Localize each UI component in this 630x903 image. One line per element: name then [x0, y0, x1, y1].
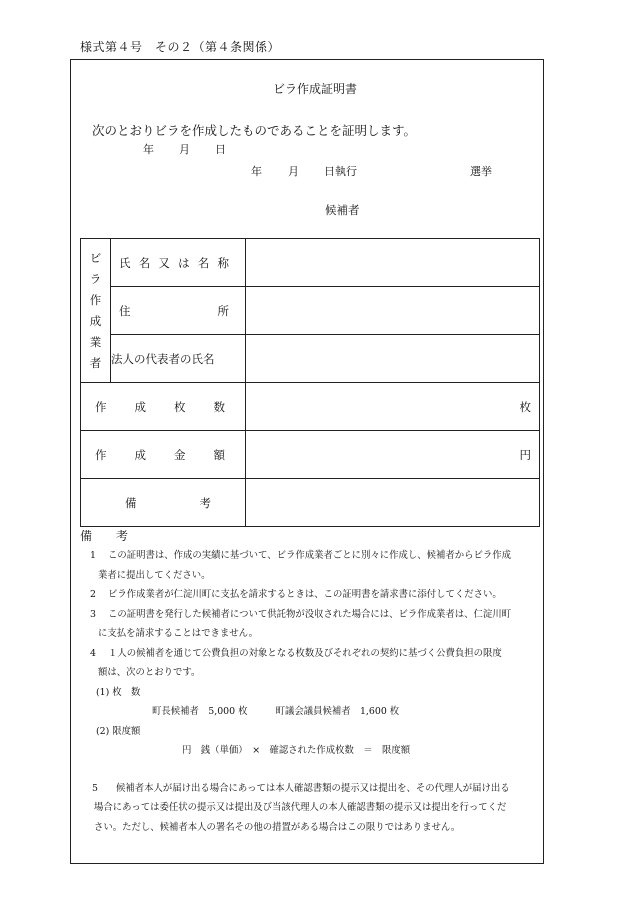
form-number-note: 様式第４号 その２（第４条関係）: [80, 40, 281, 54]
issue-date-month-label: 月: [179, 143, 190, 156]
maker-name-label: 氏 名 又 は 名 称: [111, 239, 246, 287]
certification-statement: 次のとおりビラを作成したものであることを証明します。: [92, 123, 417, 138]
election-date-year-label: 年: [251, 165, 262, 178]
note-2: 2 ビラ作成業者が仁淀川町に支払を請求するときは、この証明書を請求書に添付してください。: [90, 589, 502, 600]
election-date-day-label: 日執行: [324, 165, 357, 178]
notes-section: [80, 546, 542, 837]
document-title: ビラ作成証明書: [272, 82, 357, 96]
production-amount-field[interactable]: [246, 431, 540, 479]
flyer-production-table: [80, 238, 540, 527]
note-3: 3 この証明書を発行した候補者について供託物が没収された場合には、ビラ作成業者は、仁淀川町 に支払を請求することはできません。: [90, 608, 511, 639]
production-count-label: 作 成 枚 数: [81, 383, 246, 431]
note-5: 5 候補者本人が届け出る場合にあっては本人確認書類の提示又は提出を、その代理人が届け出る 場合にあっては委任状の提示又は提出及び当該代理人の本人確認書類の提示又は提出を行ってくだ さい。ただし、候補者本人の署名その他の措置がある場合はこの限りではありません。: [92, 782, 510, 833]
remarks-field[interactable]: [246, 479, 540, 527]
amount-unit: 円: [519, 447, 531, 462]
representative-name-label: 法人の代表者の氏名: [111, 335, 246, 383]
note-4: 4 １人の候補者を通じて公費負担の対象となる枚数及びそれぞれの契約に基づく公費負担の限度 額は、次のとおりです。 (1) 枚 数 町長候補者 5,000 枚 町議会議員候補者 1,600 枚 (2) 限度額 円 銭（単価） × 確認された作成枚数 ＝ 限度額: [80, 644, 542, 761]
issue-date-day-label: 日: [215, 143, 226, 156]
election-date-month-label: 月: [288, 165, 299, 178]
production-count-field[interactable]: [246, 383, 540, 431]
election-name-label: 選挙: [470, 165, 492, 178]
note-4-limit-formula: 円 銭（単価） × 確認された作成枚数 ＝ 限度額: [182, 745, 411, 756]
flyer-maker-vertical-label: ビ ラ 作 成 業 者: [81, 239, 111, 383]
note-4-sheet-count-heading: (1) 枚 数: [96, 686, 141, 698]
count-unit: 枚: [519, 399, 531, 414]
note-4-sheet-count-detail: 町長候補者 5,000 枚 町議会議員候補者 1,600 枚: [152, 706, 400, 717]
maker-address-field[interactable]: [246, 287, 540, 335]
representative-name-field[interactable]: [246, 335, 540, 383]
issue-date-year-label: 年: [143, 143, 154, 156]
note-1: 1 この証明書は、作成の実績に基づいて、ビラ作成業者ごとに別々に作成し、候補者からビラ作成 業者に提出してください。: [90, 550, 511, 581]
note-4-limit-heading: (2) 限度額: [96, 725, 141, 737]
maker-name-field[interactable]: [246, 239, 540, 287]
maker-address-label: 住 所: [111, 287, 246, 335]
candidate-label: 候補者: [325, 203, 360, 217]
notes-heading: 備 考: [80, 529, 135, 543]
remarks-label: 備 考: [81, 479, 246, 527]
production-amount-label: 作 成 金 額: [81, 431, 246, 479]
